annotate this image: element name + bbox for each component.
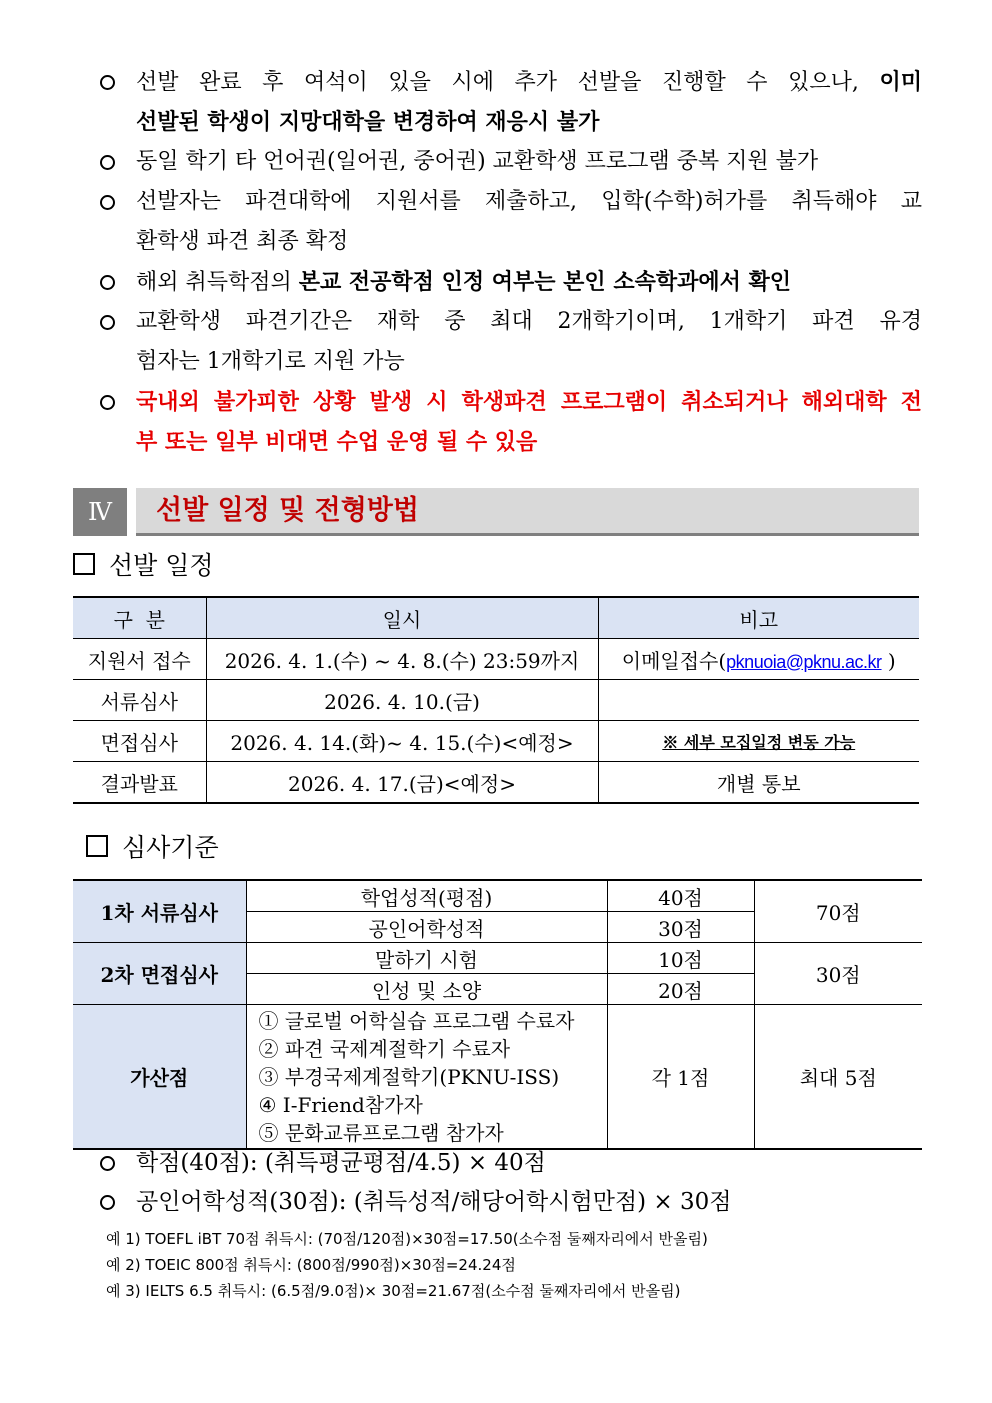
row-label: 지원서 접수: [73, 639, 206, 680]
row-label: 면접심사: [73, 721, 206, 762]
row-date: 2026. 4. 14.(화)~ 4. 15.(수)<예정>: [206, 721, 598, 762]
text-segment: 환학생 파견 최종 확정: [136, 229, 349, 254]
row-note: 개별 통보: [598, 762, 919, 804]
example-line: 예 3) IELTS 6.5 취득시: (6.5점/9.0점)× 30점=21.67점(소수점 둘째자리에서 반올림): [106, 1282, 681, 1300]
schedule-change-note: ※ 세부 모집일정 변동 가능: [662, 733, 856, 752]
notice-line: [136, 342, 405, 382]
circle-bullet-icon: [100, 395, 115, 410]
criteria-total: 30점: [754, 943, 922, 1005]
text-segment: 동일 학기 타 언어권(일어권, 중어권) 교환학생 프로그램 중복 지원 불가: [136, 149, 819, 174]
criteria-item: 공인어학성적: [246, 912, 607, 943]
email-link[interactable]: pknuoia@pknu.ac.kr: [726, 651, 882, 672]
notice-line: [136, 422, 537, 463]
notice-line: [136, 262, 791, 303]
row-note: [598, 721, 919, 762]
table-header-row: [73, 597, 919, 639]
section-header: [73, 488, 919, 536]
circle-bullet-icon: [100, 155, 115, 170]
criteria-score: 30점: [607, 912, 754, 943]
notice-line: [136, 302, 922, 342]
circle-bullet-icon: [100, 1195, 115, 1210]
bonus-item: ④ I-Friend참가자: [258, 1092, 423, 1117]
circle-bullet-icon: [100, 195, 115, 210]
criteria-item: 인성 및 소양: [246, 974, 607, 1005]
table-row: [73, 680, 919, 721]
criteria-score: 20점: [607, 974, 754, 1005]
bonus-list: [246, 1005, 607, 1150]
criteria-item: 말하기 시험: [246, 943, 607, 974]
criteria-total: 최대 5점: [754, 1005, 922, 1150]
checkbox-square-icon: [86, 835, 108, 857]
bonus-item: ⑤ 문화교류프로그램 참가자: [258, 1120, 504, 1145]
circle-bullet-icon: [100, 315, 115, 330]
row-note: [598, 680, 919, 721]
text-segment: 국내외 불가피한 상황 발생 시 학생파견 프로그램이 취소되거나 해외대학 전: [136, 389, 922, 415]
circle-bullet-icon: [100, 275, 115, 290]
row-note: 이메일접수(pknuoia@pknu.ac.kr ): [598, 639, 919, 680]
table-row: [73, 1005, 922, 1150]
circle-bullet-icon: [100, 1156, 115, 1171]
table-row: [73, 943, 922, 974]
criteria-doc-label: 1차 서류심사: [73, 880, 246, 943]
text-segment: 교환학생 파견기간은 재학 중 최대 2개학기이며, 1개학기 파견 유경: [136, 309, 922, 334]
column-header-note: 비고: [598, 597, 919, 639]
schedule-heading: 선발 일정: [73, 550, 214, 582]
table-row: [73, 880, 922, 912]
row-label: 서류심사: [73, 680, 206, 721]
criteria-score: 40점: [607, 880, 754, 912]
criteria-bonus-label: 가산점: [73, 1005, 246, 1150]
notice-line: [136, 182, 922, 222]
text-segment: 해외 취득학점의: [136, 270, 299, 295]
row-date: 2026. 4. 17.(금)<예정>: [206, 762, 598, 804]
table-row: [73, 721, 919, 762]
section-number: Ⅳ: [73, 488, 127, 536]
example-line: 예 1) TOEFL iBT 70점 취득시: (70점/120점)×30점=17.50(소수점 둘째자리에서 반올림): [106, 1230, 708, 1248]
checkbox-square-icon: [73, 553, 95, 575]
text-segment: 험자는 1개학기로 지원 가능: [136, 349, 405, 374]
row-date: 2026. 4. 10.(금): [206, 680, 598, 721]
table-row: [73, 639, 919, 680]
text-segment: 부 또는 일부 비대면 수업 운영 될 수 있음: [136, 429, 538, 455]
bonus-item: ① 글로벌 어학실습 프로그램 수료자: [258, 1008, 575, 1033]
notice-line: [136, 142, 818, 182]
notice-line: [136, 102, 599, 143]
notice-line: [136, 62, 922, 103]
row-label: 결과발표: [73, 762, 206, 804]
criteria-table: [73, 879, 922, 1150]
text-segment: 선발된 학생이 지망대학을 변경하여 재응시 불가: [136, 109, 600, 135]
bonus-item: ③ 부경국제계절학기(PKNU-ISS): [258, 1064, 560, 1089]
criteria-total: 70점: [754, 880, 922, 943]
row-date: 2026. 4. 1.(수) ~ 4. 8.(수) 23:59까지: [206, 639, 598, 680]
bonus-item: ② 파견 국제계절학기 수료자: [258, 1036, 511, 1061]
section-title-bar: [136, 488, 919, 536]
table-row: [73, 762, 919, 804]
criteria-item: 학업성적(평점): [246, 880, 607, 912]
column-header-category: 구 분: [73, 597, 206, 639]
criteria-heading: 심사기준: [86, 832, 219, 864]
text-segment: 선발 완료 후 여석이 있을 시에 추가 선발을 진행할 수 있으나,: [136, 70, 880, 95]
example-line: 예 2) TOEIC 800점 취득시: (800점/990점)×30점=24.24점: [106, 1256, 516, 1274]
notice-line: [136, 382, 922, 423]
schedule-table: [73, 596, 919, 804]
criteria-interview-label: 2차 면접심사: [73, 943, 246, 1005]
text-segment: 이미: [879, 69, 922, 95]
criteria-score: 각 1점: [607, 1005, 754, 1150]
section-title: 선발 일정 및 전형방법: [156, 495, 419, 526]
text-segment: 선발자는 파견대학에 지원서를 제출하고, 입학(수학)허가를 취득해야 교: [136, 189, 922, 214]
document-page: 선발 완료 후 여석이 있을 시에 추가 선발을 진행할 수 있으나, 이미 선발된 학생이 지망대학을 변경하여 재응시 불가 동일 학기 타 언어권(일어권, 중어권) 교환학생 프로그램 중복 지원 불가 선발자는 파견대학에 지원서를 제출하고, 입학(수학)허가를 취득해야 교 환학생 파견 최종 확정 해외 취득학점의 본교 전공학점 인정 여부는 본인 소속학과에서 확인 교환학생 파견기간은 재학 중 최대 2개학기이며, 1개학기 파견 유경 험자는 1개학기로 지원 가능 국내외 불가피한 상황 발생 시 학생파견 프로그램이 취소되거나 해외대학 전 부 또는 일부 비대면 수업 운영 될 수 있음 Ⅳ 선발 일정 및 전형방법 선발 일정 구 분 일시 비고 지원서 접수 2026. 4. 1.(수) ~ 4. 8.(수) 23:59까지 이메일접수(pknuoia@pknu.ac.kr ) 서류심사 2026. 4. 10.(금) 면접심사 2026. 4. 14.(화)~ 4. 15.(수)<예정> ※ 세부 모집일정 변동 가능 결과발표 2026. 4. 17.(금)<예정> 개별 통보 심사기준 1차 서류심사 학업성적(평점) 40점 70점 공인어학성적 30점 2차 면접심사 말하기 시험 10점 30점 인성 및 소양 20점 가산점 ① 글로벌 어학실습 프로그램 수료자 ② 파견 국제계절학기 수료자 ③ 부경국제계절학기(PKNU-ISS) ④ I-Friend참가자 ⑤ 문화교류프로그램 참가자 각 1점 최대 5점 학점(40점): (취득평균평점/4.5) × 40점 공인어학성적(30점): (취득성적/해당어학시험만점) × 30점 예 1) TOEFL iBT 70점 취득시: (70점/120점)×30점=17.50(소수점 둘째자리에서 반올림) 예 2) TOEIC 800점 취득시: (800점/990점)×30점=24.24점 예 3) IELTS 6.5 취득시: (6.5점/9.0점)× 30점=21.67점(소수점 둘째자리에서 반올림): [0, 0, 992, 1403]
criteria-score: 10점: [607, 943, 754, 974]
notice-line: [136, 222, 348, 262]
text-segment: 본교 전공학점 인정 여부는 본인 소속학과에서 확인: [298, 269, 792, 295]
circle-bullet-icon: [100, 75, 115, 90]
column-header-date: 일시: [206, 597, 598, 639]
